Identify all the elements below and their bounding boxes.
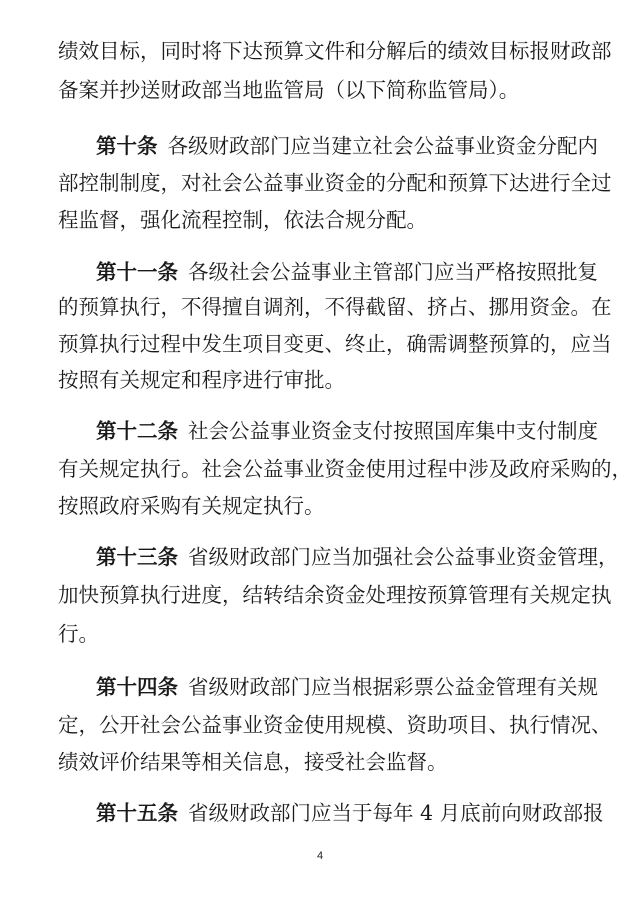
article-14-line	[0, 745, 640, 779]
paragraph-prev-line	[0, 34, 640, 68]
article-10-line	[0, 166, 640, 200]
line-text: 有关规定执行。社会公益事业资金使用过程中涉及政府采购的，	[58, 457, 632, 481]
line-text: 定，公开社会公益事业资金使用规模、资助项目、执行情况、	[58, 713, 612, 737]
article-heading: 第十二条	[96, 419, 178, 443]
line-text: 的预算执行，不得擅自调剂，不得截留、挤占、挪用资金。在	[58, 295, 612, 319]
article-heading: 第十三条	[96, 545, 178, 569]
article-13-line	[0, 540, 640, 574]
line-text: 按照政府采购有关规定执行。	[58, 494, 325, 518]
line-text: 省级财政部门应当于每年 4 月底前向财政部报	[188, 801, 604, 825]
line-text: 绩效评价结果等相关信息，接受社会监督。	[58, 750, 448, 774]
line-text: 省级财政部门应当根据彩票公益金管理有关规	[188, 675, 598, 699]
line-text: 预算执行过程中发生项目变更、终止，确需调整预算的，应当	[58, 332, 612, 356]
article-11-line	[0, 363, 640, 397]
page-number: 4	[316, 850, 324, 862]
article-13-line	[0, 578, 640, 612]
line-text: 部控制制度，对社会公益事业资金的分配和预算下达进行全过	[58, 171, 612, 195]
article-12-line	[0, 489, 640, 523]
paragraph-prev-line	[0, 73, 640, 107]
article-heading: 第十五条	[96, 801, 178, 825]
article-12-line	[0, 452, 640, 486]
article-10-line	[0, 129, 640, 163]
line-text: 行。	[58, 622, 99, 646]
line-text: 程监督，强化流程控制，依法合规分配。	[58, 208, 427, 232]
article-heading: 第十一条	[96, 260, 178, 284]
article-14-line	[0, 670, 640, 704]
article-12-line	[0, 414, 640, 448]
article-15-line	[0, 796, 640, 830]
article-14-line	[0, 708, 640, 742]
line-text: 备案并抄送财政部当地监管局（以下简称监管局）。	[58, 78, 520, 102]
line-text: 社会公益事业资金支付按照国库集中支付制度	[188, 419, 598, 443]
article-11-line	[0, 255, 640, 289]
article-heading: 第十四条	[96, 675, 178, 699]
line-text: 各级财政部门应当建立社会公益事业资金分配内	[167, 134, 598, 158]
line-text: 各级社会公益事业主管部门应当严格按照批复	[188, 260, 598, 284]
line-text: 绩效目标，同时将下达预算文件和分解后的绩效目标报财政部	[58, 39, 612, 63]
article-11-line	[0, 290, 640, 324]
line-text: 省级财政部门应当加强社会公益事业资金管理，	[188, 545, 619, 569]
article-11-line	[0, 327, 640, 361]
article-13-line	[0, 617, 640, 651]
line-text: 按照有关规定和程序进行审批。	[58, 368, 345, 392]
article-heading: 第十条	[96, 134, 158, 158]
article-10-line	[0, 203, 640, 237]
line-text: 加快预算执行进度，结转结余资金处理按预算管理有关规定执	[58, 583, 612, 607]
